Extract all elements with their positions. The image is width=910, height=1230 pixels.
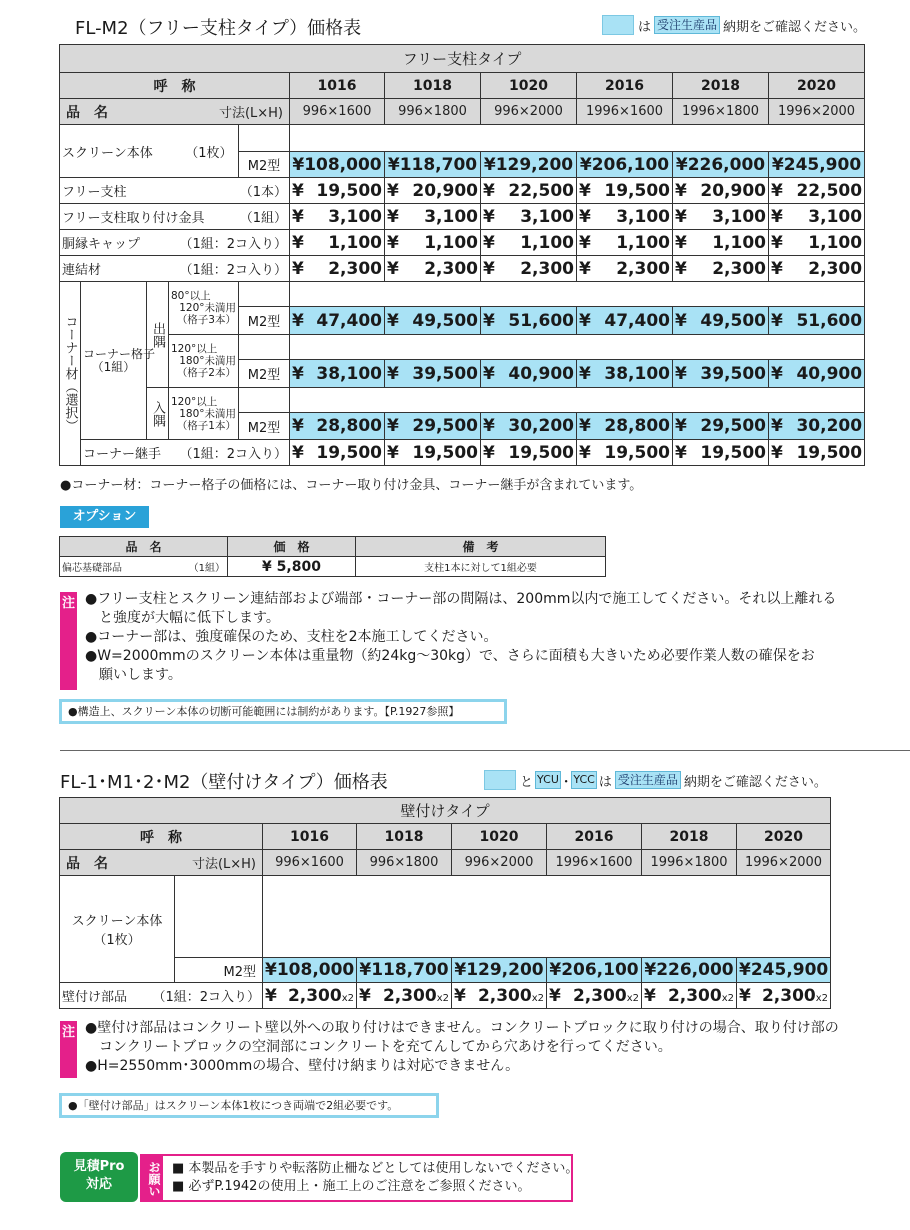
option-label: オプション xyxy=(60,506,149,528)
price-value: 28,800 xyxy=(316,416,382,436)
yen-sign: ¥ xyxy=(265,985,277,1006)
yen-sign: ¥ xyxy=(387,310,399,331)
blank-cell xyxy=(239,335,290,360)
blank-cell xyxy=(290,282,865,307)
dimension-cell: 996×1800 xyxy=(357,850,452,876)
yen-sign: ¥ xyxy=(739,985,751,1006)
price-value: 40,900 xyxy=(508,363,574,384)
yen-sign: ¥ xyxy=(483,442,495,463)
corner-spec-line: 120°未満用 xyxy=(179,302,236,314)
yen-sign: ¥ xyxy=(292,258,304,279)
table-row xyxy=(60,178,865,204)
price-value: 29,500 xyxy=(700,416,766,436)
row-name: フリー支柱取り付け金具 xyxy=(62,211,205,226)
yen-sign: ¥ xyxy=(644,985,656,1006)
option-note: 支柱1本に対して1組必要 xyxy=(356,557,606,577)
price-value: 30,200 xyxy=(508,416,574,436)
yen-sign: ¥ xyxy=(675,180,687,201)
price-value: 1,100 xyxy=(712,232,766,253)
table-caption: 壁付けタイプ xyxy=(60,798,831,824)
yen-sign: ¥ xyxy=(549,985,561,1006)
note-badge-text: 注 xyxy=(61,1025,75,1040)
price-value: 19,500 xyxy=(412,442,478,463)
price-value: 20,900 xyxy=(412,180,478,201)
screen-qty: （1枚） xyxy=(93,933,141,948)
yen-sign: ¥ xyxy=(579,363,591,384)
yen-sign: ¥ xyxy=(675,416,687,436)
price-value: 2,300 xyxy=(712,258,766,279)
yen-sign: ¥ xyxy=(292,310,304,331)
mitsumori-pro-badge xyxy=(60,1152,138,1202)
size-header: 2020 xyxy=(769,73,865,99)
corner-lattice-label xyxy=(81,282,156,440)
option-header-price: 価 格 xyxy=(228,537,356,557)
yen-sign: ¥ xyxy=(579,206,591,227)
corner-lattice-name: コーナー格子 xyxy=(83,346,156,361)
corner-spec-line: （格子1本） xyxy=(176,419,236,432)
price-value: 2,300 xyxy=(328,258,382,279)
yen-sign: ¥ xyxy=(771,442,783,463)
header-dimension: 寸法(L×H) xyxy=(191,857,256,872)
notes-block-2 xyxy=(85,1019,839,1076)
price-value: 2,300 xyxy=(616,258,670,279)
price-value: 2,300 xyxy=(520,258,574,279)
dimension-cell: 1996×2000 xyxy=(737,850,831,876)
price-value: 1,100 xyxy=(616,232,670,253)
price-cell: ¥118,700 xyxy=(385,152,481,178)
dimension-cell: 1996×1600 xyxy=(547,850,642,876)
legend-code-ycu: YCU xyxy=(535,771,561,789)
type-label: M2型 xyxy=(239,360,290,388)
option-item-qty: （1組） xyxy=(188,563,225,574)
option-header-note: 備 考 xyxy=(356,537,606,557)
price-value: 3,100 xyxy=(520,206,574,227)
yen-sign: ¥ xyxy=(579,442,591,463)
price-cell: ¥108,000 xyxy=(263,958,357,983)
yen-sign: ¥ xyxy=(454,985,466,1006)
price-value: 49,500 xyxy=(700,310,766,331)
dimension-cell: 1996×2000 xyxy=(769,99,865,125)
corner-spec-line: 80°以上 xyxy=(171,290,211,302)
legend-made-to-order-tag: 受注生産品 xyxy=(615,771,681,789)
multiplier: x2 xyxy=(815,992,829,1004)
yen-sign: ¥ xyxy=(292,363,304,384)
yen-sign: ¥ xyxy=(675,442,687,463)
section2-legend xyxy=(484,770,827,790)
price-value: 22,500 xyxy=(508,180,574,201)
price-value: 3,100 xyxy=(616,206,670,227)
price-value: 3,100 xyxy=(808,206,863,227)
price-value: 3,100 xyxy=(328,206,382,227)
row-qty: （1組：2コ入り） xyxy=(152,990,260,1005)
screen-name: スクリーン本体 xyxy=(62,145,153,161)
legend-code-ycc: YCC xyxy=(571,771,596,789)
yen-sign: ¥ xyxy=(387,206,399,227)
request-line: ■ 本製品を手すりや転落防止柵などとしては使用しないでください。 xyxy=(172,1161,579,1176)
corner-group-label: コーナー材（選択） xyxy=(60,282,81,466)
yen-sign: ¥ xyxy=(387,416,399,436)
note-line: ●W=2000mmのスクリーン本体は重量物（約24kg～30kg）で、さらに面積も大きいため必要作業人数の確保をお xyxy=(85,648,815,664)
price-value: 2,300 xyxy=(477,985,532,1006)
header-dimension: 寸法(L×H) xyxy=(218,106,283,121)
price-value: 51,600 xyxy=(796,310,863,331)
legend-swatch xyxy=(602,15,634,35)
header-item-dimension xyxy=(60,850,263,876)
legend-is: は xyxy=(598,774,612,790)
blank-cell xyxy=(239,282,290,307)
header-item-name: 品 名 xyxy=(66,855,108,872)
row-qty: （1組：2コ入り） xyxy=(179,263,287,278)
note-line: と強度が大幅に低下します。 xyxy=(85,610,280,626)
legend-and: と xyxy=(520,774,534,790)
yen-sign: ¥ xyxy=(675,258,687,279)
price-value: 2,300 xyxy=(382,985,437,1006)
multiplier: x2 xyxy=(341,992,354,1004)
corner-spec-line: （格子3本） xyxy=(176,314,236,326)
section-divider xyxy=(60,750,910,751)
screen-qty: （1枚） xyxy=(191,145,233,161)
yen-sign: ¥ xyxy=(675,206,687,227)
yen-sign: ¥ xyxy=(292,180,304,201)
price-cell: ¥226,000 xyxy=(673,152,769,178)
price-value: 2,300 xyxy=(667,985,722,1006)
legend-swatch xyxy=(484,770,516,790)
section1-legend xyxy=(602,15,866,35)
yen-sign: ¥ xyxy=(675,363,687,384)
price-cell: ¥206,100 xyxy=(577,152,673,178)
price-value: 2,300 xyxy=(761,985,816,1006)
dimension-cell: 1996×1800 xyxy=(642,850,737,876)
legend-made-to-order-tag: 受注生産品 xyxy=(654,16,720,34)
yen-sign: ¥ xyxy=(579,232,591,253)
price-value: 19,500 xyxy=(604,442,670,463)
size-header: 1016 xyxy=(263,824,357,850)
price-table-wall-mount xyxy=(59,797,831,1009)
multiplier: x2 xyxy=(626,992,639,1004)
table-row xyxy=(60,204,865,230)
table-row xyxy=(60,557,606,577)
section1-title: FL-M2（フリー支柱タイプ）価格表 xyxy=(75,18,362,39)
dimension-cell: 996×1600 xyxy=(290,99,385,125)
yen-sign: ¥ xyxy=(579,310,591,331)
price-cell: ¥206,100 xyxy=(547,958,642,983)
row-qty: （1本） xyxy=(239,185,287,200)
corner-spec xyxy=(169,282,239,335)
row-name: 連結材 xyxy=(62,263,102,278)
yen-sign: ¥ xyxy=(292,416,304,436)
dimension-cell: 996×2000 xyxy=(452,850,547,876)
price-value: 19,500 xyxy=(796,442,863,463)
price-value: 2,300 xyxy=(424,258,478,279)
corner-bullet-note: ●コーナー材：コーナー格子の価格には、コーナー取り付け金具、コーナー継手が含まれています。 xyxy=(60,478,643,493)
corner-spec xyxy=(169,335,239,388)
cut-range-box-note: ●構造上、スクリーン本体の切断可能範囲には制約があります。【P.1927参照】 xyxy=(59,699,507,724)
price-value: 39,500 xyxy=(412,363,478,384)
corner-spec-line: 180°未満用 xyxy=(179,407,236,420)
price-cell: ¥129,200 xyxy=(452,958,547,983)
note-badge-text: 注 xyxy=(61,596,75,611)
yen-sign: ¥ xyxy=(483,258,495,279)
yen-sign: ¥ xyxy=(387,180,399,201)
yen-sign: ¥ xyxy=(387,442,399,463)
request-line: ■ 必ずP.1942の使用上・施工上のご注意をご参照ください。 xyxy=(172,1179,531,1194)
yen-sign: ¥ xyxy=(771,416,783,436)
dimension-cell: 996×1800 xyxy=(385,99,481,125)
yen-sign: ¥ xyxy=(483,180,495,201)
yen-sign: ¥ xyxy=(771,363,783,384)
yen-sign: ¥ xyxy=(483,206,495,227)
yen-sign: ¥ xyxy=(387,258,399,279)
corner-spec xyxy=(169,388,239,440)
dimension-cell: 1996×1600 xyxy=(577,99,673,125)
yen-sign: ¥ xyxy=(359,985,371,1006)
price-value: 51,600 xyxy=(508,310,574,331)
note-line: コンクリートブロックの空洞部にコンクリートを充てんしてから穴あけを行ってください。 xyxy=(85,1039,672,1055)
row-name: コーナー継手 xyxy=(83,447,162,462)
price-value: 38,100 xyxy=(604,363,670,384)
note-line: 願いします。 xyxy=(85,667,182,683)
blank-cell xyxy=(239,125,290,152)
price-cell: ¥245,900 xyxy=(737,958,831,983)
yen-sign: ¥ xyxy=(771,310,783,331)
blank-cell xyxy=(239,388,290,413)
header-call-name: 呼 称 xyxy=(60,73,290,99)
row-qty: （1組：2コ入り） xyxy=(179,237,287,252)
yen-sign: ¥ xyxy=(771,232,783,253)
note-line: ●フリー支柱とスクリーン連結部および端部・コーナー部の間隔は、200mm以内で施工してください。それ以上離れる xyxy=(85,591,837,607)
outside-corner-label: 出隅 xyxy=(147,282,169,388)
table-row xyxy=(60,230,865,256)
option-table xyxy=(59,536,606,577)
multiplier: x2 xyxy=(531,992,544,1004)
request-box xyxy=(140,1154,579,1202)
row-qty: （1組：2コ入り） xyxy=(179,447,287,462)
type-label: M2型 xyxy=(239,413,290,440)
notes-block-1 xyxy=(85,590,836,685)
yen-sign: ¥ xyxy=(483,232,495,253)
yen-sign: ¥ xyxy=(483,363,495,384)
table-row xyxy=(60,440,865,466)
yen-sign: ¥ xyxy=(771,180,783,201)
blank-cell xyxy=(263,876,831,958)
yen-sign: ¥ xyxy=(675,310,687,331)
price-value: 30,200 xyxy=(796,416,863,436)
size-header: 2020 xyxy=(737,824,831,850)
legend-text: 納期をご確認ください。 xyxy=(723,19,867,35)
table-row xyxy=(60,256,865,282)
price-value: 3,100 xyxy=(424,206,478,227)
yen-sign: ¥ xyxy=(483,310,495,331)
row-name: 壁付け部品 xyxy=(62,990,128,1005)
price-value: 1,100 xyxy=(520,232,574,253)
row-qty: （1組） xyxy=(239,211,287,226)
legend-text: 納期をご確認ください。 xyxy=(683,774,827,790)
dimension-cell: 1996×1800 xyxy=(673,99,769,125)
price-value: 3,100 xyxy=(712,206,766,227)
yen-sign: ¥ xyxy=(675,232,687,253)
screen-name: スクリーン本体 xyxy=(71,914,163,929)
note-line: ●壁付け部品はコンクリート壁以外への取り付けはできません。コンクリートブロックに取り付けの場合、取り付け部の xyxy=(85,1020,839,1036)
legend-dot: ･ xyxy=(562,774,570,790)
price-cell: ¥108,000 xyxy=(290,152,385,178)
dimension-cell: 996×1600 xyxy=(263,850,357,876)
table-caption: フリー支柱タイプ xyxy=(60,45,865,73)
yen-sign: ¥ xyxy=(387,363,399,384)
price-value: 1,100 xyxy=(808,232,863,253)
price-value: 19,500 xyxy=(316,180,382,201)
note-badge xyxy=(60,592,77,690)
header-call-name: 呼 称 xyxy=(60,824,263,850)
blank-cell xyxy=(175,876,263,958)
price-cell: ¥245,900 xyxy=(769,152,865,178)
price-value: 2,300 xyxy=(808,258,863,279)
yen-sign: ¥ xyxy=(579,180,591,201)
type-label: M2型 xyxy=(239,307,290,335)
yen-sign: ¥ xyxy=(771,258,783,279)
pro-badge-line: 対応 xyxy=(85,1177,112,1192)
blank-cell xyxy=(290,125,865,152)
yen-sign: ¥ xyxy=(292,232,304,253)
yen-sign: ¥ xyxy=(483,416,495,436)
price-value: 20,900 xyxy=(700,180,766,201)
note-badge xyxy=(60,1021,77,1078)
yen-sign: ¥ xyxy=(292,442,304,463)
price-value: 22,500 xyxy=(796,180,863,201)
dimension-cell: 996×2000 xyxy=(481,99,577,125)
corner-lattice-qty: （1組） xyxy=(91,359,136,374)
yen-sign: ¥ xyxy=(771,206,783,227)
pro-badge-line: 見積Pro xyxy=(73,1159,125,1174)
corner-spec-line: 120°以上 xyxy=(171,343,218,355)
price-value: 2,300 xyxy=(572,985,627,1006)
size-header: 2016 xyxy=(577,73,673,99)
multiplier: x2 xyxy=(436,992,449,1004)
size-header: 1018 xyxy=(385,73,481,99)
price-value: 38,100 xyxy=(316,363,382,384)
yen-sign: ¥ xyxy=(387,232,399,253)
corner-spec-line: 120°以上 xyxy=(171,395,218,408)
request-label: お願い xyxy=(141,1155,163,1202)
row-name: 胴縁キャップ xyxy=(62,237,141,252)
size-header: 2018 xyxy=(642,824,737,850)
price-value: 39,500 xyxy=(700,363,766,384)
price-value: 1,100 xyxy=(328,232,382,253)
price-value: 19,500 xyxy=(700,442,766,463)
price-cell: ¥118,700 xyxy=(357,958,452,983)
price-table-free-post xyxy=(59,44,865,466)
price-value: 29,500 xyxy=(412,416,478,436)
price-value: 49,500 xyxy=(412,310,478,331)
table-row xyxy=(60,983,831,1009)
note-line: ●H=2550mm･3000mmの場合、壁付け納まりは対応できません。 xyxy=(85,1058,520,1074)
price-value: 2,300 xyxy=(287,985,342,1006)
price-value: 1,100 xyxy=(424,232,478,253)
option-item-name: 偏芯基礎部品 xyxy=(62,563,122,574)
row-label-screen xyxy=(60,876,175,983)
price-value: 47,400 xyxy=(316,310,382,331)
corner-spec-line: （格子2本） xyxy=(176,367,236,379)
yen-sign: ¥ xyxy=(292,206,304,227)
blank-cell xyxy=(290,388,865,413)
yen-sign: ¥ xyxy=(579,416,591,436)
yen-sign: ¥ xyxy=(579,258,591,279)
inside-corner-label: 入隅 xyxy=(147,388,169,440)
type-label: M2型 xyxy=(239,152,290,178)
size-header: 1018 xyxy=(357,824,452,850)
row-name: フリー支柱 xyxy=(62,185,127,200)
corner-spec-line: 180°未満用 xyxy=(179,355,236,367)
blank-cell xyxy=(290,335,865,360)
header-item-dimension xyxy=(60,99,290,125)
section2-title: FL-1･M1･2･M2（壁付けタイプ）価格表 xyxy=(60,772,388,793)
price-value: 47,400 xyxy=(604,310,670,331)
multiplier: x2 xyxy=(721,992,734,1004)
size-header: 2018 xyxy=(673,73,769,99)
wall-parts-box-note: ●「壁付け部品」はスクリーン本体1枚につき両端で2組必要です。 xyxy=(59,1093,439,1118)
option-price: ¥ 5,800 xyxy=(228,557,356,577)
price-value: 28,800 xyxy=(604,416,670,436)
size-header: 2016 xyxy=(547,824,642,850)
price-value: 19,500 xyxy=(508,442,574,463)
size-header: 1016 xyxy=(290,73,385,99)
header-item-name: 品 名 xyxy=(66,104,108,121)
size-header: 1020 xyxy=(452,824,547,850)
type-label: M2型 xyxy=(175,958,263,983)
legend-is: は xyxy=(638,19,652,35)
price-value: 19,500 xyxy=(604,180,670,201)
size-header: 1020 xyxy=(481,73,577,99)
price-cell: ¥226,000 xyxy=(642,958,737,983)
price-cell: ¥129,200 xyxy=(481,152,577,178)
option-header-name: 品 名 xyxy=(60,537,228,557)
row-label-screen xyxy=(60,125,239,178)
note-line: ●コーナー部は、強度確保のため、支柱を2本施工してください。 xyxy=(85,629,498,645)
request-lines xyxy=(172,1160,578,1196)
price-value: 19,500 xyxy=(316,442,382,463)
price-value: 40,900 xyxy=(796,363,863,384)
